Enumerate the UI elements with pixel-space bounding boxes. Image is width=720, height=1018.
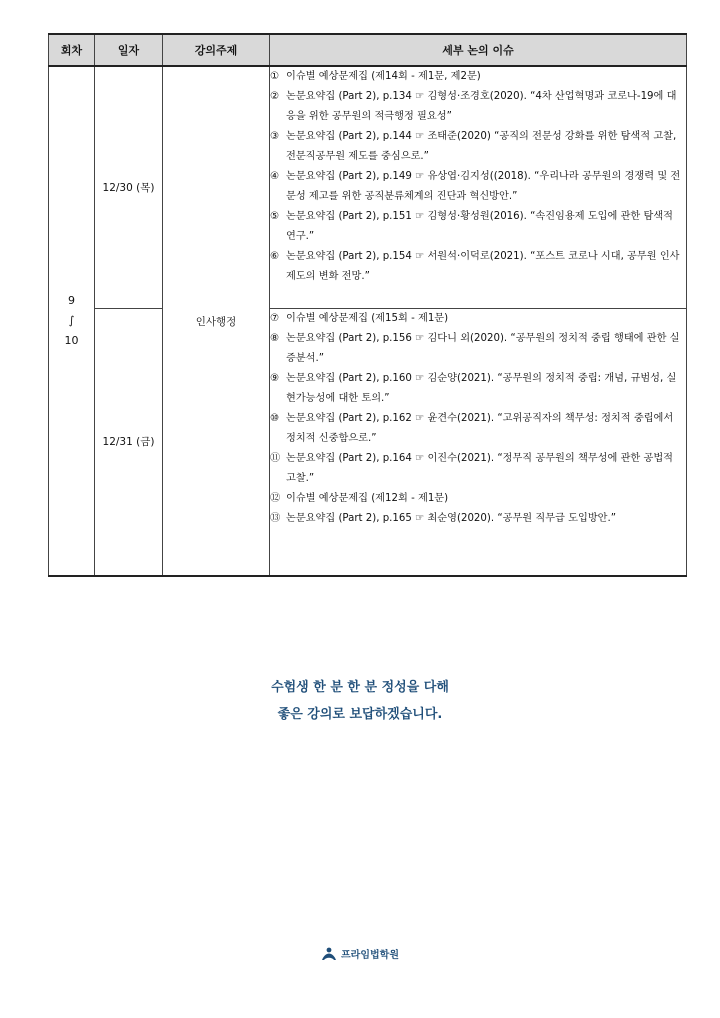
- list-item: [270, 409, 686, 449]
- issue-number: ①: [270, 71, 280, 82]
- round-range-mark: ∫: [68, 314, 75, 327]
- table-row: [49, 308, 687, 576]
- issue-text: 이슈별 예상문제집 (제15회 - 제1문): [286, 312, 449, 324]
- issue-number: ⑨: [270, 372, 280, 384]
- issue-text: 논문요약집 (Part 2), p.151 ☞ 김형성·황성원(2016). “속진임용제 도입에 관한 탐색적 연구.”: [286, 211, 674, 242]
- issue-number: ③: [270, 131, 280, 142]
- issue-text: 논문요약집 (Part 2), p.134 ☞ 김형성·조경호(2020). “4차 산업혁명과 코로나-19에 대응을 위한 공무원의 적극행정 필요성”: [286, 91, 677, 122]
- issues-cell: [270, 66, 687, 308]
- round-end: 10: [64, 334, 79, 347]
- issue-number: ⑤: [270, 211, 280, 222]
- list-item: [270, 247, 686, 287]
- schedule-table: [48, 33, 687, 577]
- issue-number: ⑬: [270, 512, 281, 524]
- closing-message: [0, 674, 720, 728]
- list-item: [270, 489, 686, 509]
- round-cell: [49, 66, 95, 576]
- issue-number: ②: [270, 91, 280, 102]
- list-item: [270, 369, 686, 409]
- round-start: 9: [68, 294, 75, 307]
- table-row: [49, 66, 687, 308]
- issue-text: 논문요약집 (Part 2), p.144 ☞ 조태준(2020) “공직의 전문성 강화를 위한 탐색적 고찰, 전문직공무원 제도를 중심으로.”: [286, 131, 677, 162]
- issue-number: ⑪: [270, 452, 281, 464]
- issue-number: ⑧: [270, 332, 280, 344]
- list-item: [270, 329, 686, 369]
- list-item: [270, 309, 686, 329]
- header-topic: 강의주제: [163, 34, 270, 66]
- issue-text: 논문요약집 (Part 2), p.165 ☞ 최순영(2020). “공무원 직무급 도입방안.”: [286, 512, 617, 524]
- header-date: 일자: [95, 34, 163, 66]
- list-item: [270, 509, 686, 529]
- issue-text: 이슈별 예상문제집 (제12회 - 제1문): [286, 492, 449, 504]
- table-header-row: [49, 34, 687, 66]
- issue-text: 논문요약집 (Part 2), p.164 ☞ 이진수(2021). “정무직 공무원의 책무성에 관한 공법적 고찰.”: [286, 452, 674, 484]
- list-item: [270, 67, 686, 87]
- issue-number: ⑥: [270, 251, 280, 262]
- brand-logo: [0, 946, 720, 961]
- issue-list: [270, 67, 686, 287]
- header-issues: 세부 논의 이슈: [270, 34, 687, 66]
- list-item: [270, 167, 686, 207]
- issue-number: ④: [270, 171, 280, 182]
- issue-text: 논문요약집 (Part 2), p.156 ☞ 김다니 외(2020). “공무원의 정치적 중립 행태에 관한 실증분석.”: [286, 332, 680, 364]
- issue-number: ⑦: [270, 312, 280, 324]
- list-item: [270, 127, 686, 167]
- date-cell: 12/30 (목): [95, 66, 163, 308]
- header-round: 회차: [49, 34, 95, 66]
- brand-name: 프라임법학원: [341, 950, 399, 961]
- issues-cell: [270, 308, 687, 576]
- issue-text: 논문요약집 (Part 2), p.154 ☞ 서원석·이덕로(2021). “포스트 코로나 시대, 공무원 인사제도의 변화 전망.”: [286, 251, 680, 282]
- list-item: [270, 207, 686, 247]
- issue-text: 논문요약집 (Part 2), p.160 ☞ 김순양(2021). “공무원의 정치적 중립: 개념, 규범성, 실현가능성에 대한 토의.”: [286, 372, 677, 404]
- list-item: [270, 87, 686, 127]
- date-cell: 12/31 (금): [95, 308, 163, 576]
- issue-number: ⑩: [270, 412, 280, 424]
- closing-line-1: 수험생 한 분 한 분 정성을 다해: [271, 680, 449, 695]
- brand-emblem-icon: [321, 947, 337, 961]
- topic-cell: 인사행정: [163, 66, 270, 576]
- issue-text: 논문요약집 (Part 2), p.162 ☞ 윤견수(2021). “고위공직자의 책무성: 정치적 중립에서 정치적 신중함으로.”: [286, 412, 674, 444]
- issue-text: 이슈별 예상문제집 (제14회 - 제1문, 제2문): [286, 71, 481, 82]
- list-item: [270, 449, 686, 489]
- issue-number: ⑫: [270, 492, 281, 504]
- issue-text: 논문요약집 (Part 2), p.149 ☞ 유상엽·김지성((2018). “우리나라 공무원의 경쟁력 및 전문성 제고를 위한 공직분류체계의 진단과 혁신방안.”: [286, 171, 681, 202]
- closing-line-2: 좋은 강의로 보답하겠습니다.: [277, 707, 443, 722]
- issue-list: [270, 309, 686, 529]
